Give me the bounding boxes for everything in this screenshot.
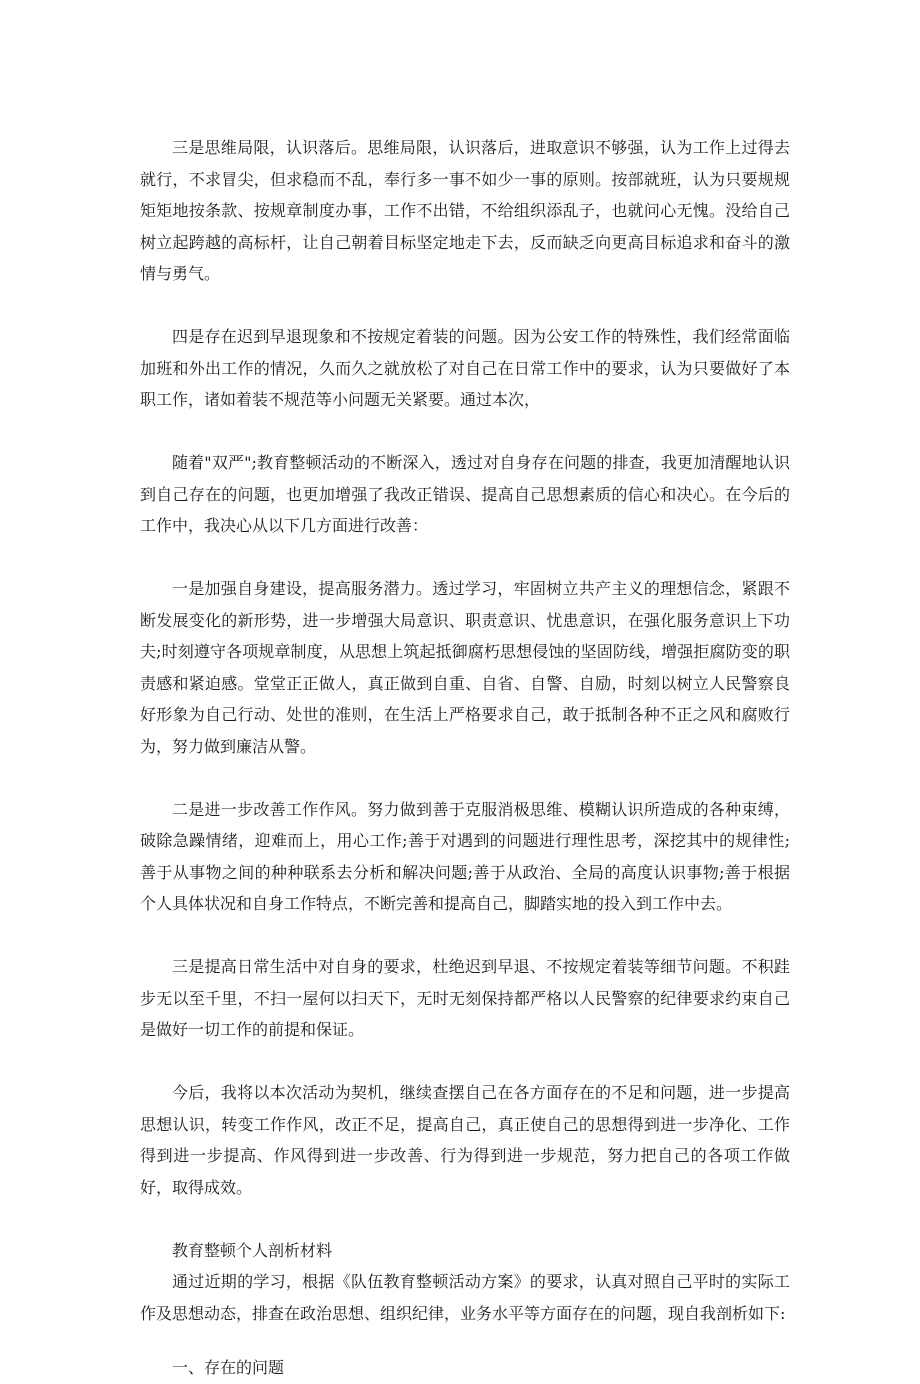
paragraph-self-building: 一是加强自身建设，提高服务潜力。透过学习，牢固树立共产主义的理想信念，紧跟不断发展变化的新形势，进一步增强大局意识、职责意识、忧患意识，在强化服务意识上下功夫;时刻遵守各项规章制度，从思想上筑起抵御腐朽思想侵蚀的坚固防线，增强拒腐防变的职责感和紧迫感。堂堂正正做人，真正做到自重、自省、自警、自励，时刻以树立人民警察良好形象为自己行动、处世的准则，在生活上严格要求自己，敢于抵制各种不正之风和腐败行为，努力做到廉洁从警。 — [140, 579, 790, 756]
section-heading-problems: 一、存在的问题 — [172, 1358, 285, 1377]
document-page — [140, 132, 790, 1384]
paragraph-rectification-intro: 随着"双严";教育整顿活动的不断深入，透过对自身存在问题的排查，我更加清醒地认识到自己存在的问题，也更加增强了我改正错误、提高自己思想素质的信心和决心。在今后的工作中，我决心从以下几方面进行改善： — [140, 453, 790, 535]
paragraph-thinking-limits: 三是思维局限，认识落后。思维局限，认识落后，进取意识不够强，认为工作上过得去就行，不求冒尖，但求稳而不乱，奉行多一事不如少一事的原则。按部就班，认为只要规规矩矩地按条款、按规章制度办事，工作不出错，不给组织添乱子，也就问心无愧。没给自己树立起跨越的高标杆，让自己朝着目标坚定地走下去，反而缺乏向更高目标追求和奋斗的激情与勇气。 — [140, 138, 790, 283]
paragraph-conclusion: 今后，我将以本次活动为契机，继续查摆自己在各方面存在的不足和问题，进一步提高思想认识，转变工作作风，改正不足，提高自己，真正使自己的思想得到进一步净化、工作得到进一步提高、作风得到进一步改善、行为得到进一步规范，努力把自己的各项工作做好，取得成效。 — [140, 1083, 790, 1197]
material-title: 教育整顿个人剖析材料 — [172, 1240, 333, 1260]
paragraph-daily-requirements: 三是提高日常生活中对自身的要求，杜绝迟到早退、不按规定着装等细节问题。不积跬步无以至千里，不扫一屋何以扫天下，无时无刻保持都严格以人民警察的纪律要求约束自己是做好一切工作的前提和保证。 — [140, 957, 790, 1039]
paragraph-material-intro: 通过近期的学习，根据《队伍教育整顿活动方案》的要求，认真对照自己平时的实际工作及思想动态，排查在政治思想、组织纪律，业务水平等方面存在的问题，现自我剖析如下: — [140, 1272, 790, 1323]
paragraph-lateness-uniform: 四是存在迟到早退现象和不按规定着装的问题。因为公安工作的特殊性，我们经常面临加班和外出工作的情况，久而久之就放松了对自己在日常工作中的要求，认为只要做好了本职工作，诸如着装不规范等小问题无关紧要。通过本次， — [140, 327, 790, 409]
paragraph-work-style: 二是进一步改善工作作风。努力做到善于克服消极思维、模糊认识所造成的各种束缚，破除急躁情绪，迎难而上，用心工作;善于对遇到的问题进行理性思考，深挖其中的规律性;善于从事物之间的种种联系去分析和解决问题;善于从政治、全局的高度认识事物;善于根据个人具体状况和自身工作特点，不断完善和提高自己，脚踏实地的投入到工作中去。 — [140, 799, 790, 913]
